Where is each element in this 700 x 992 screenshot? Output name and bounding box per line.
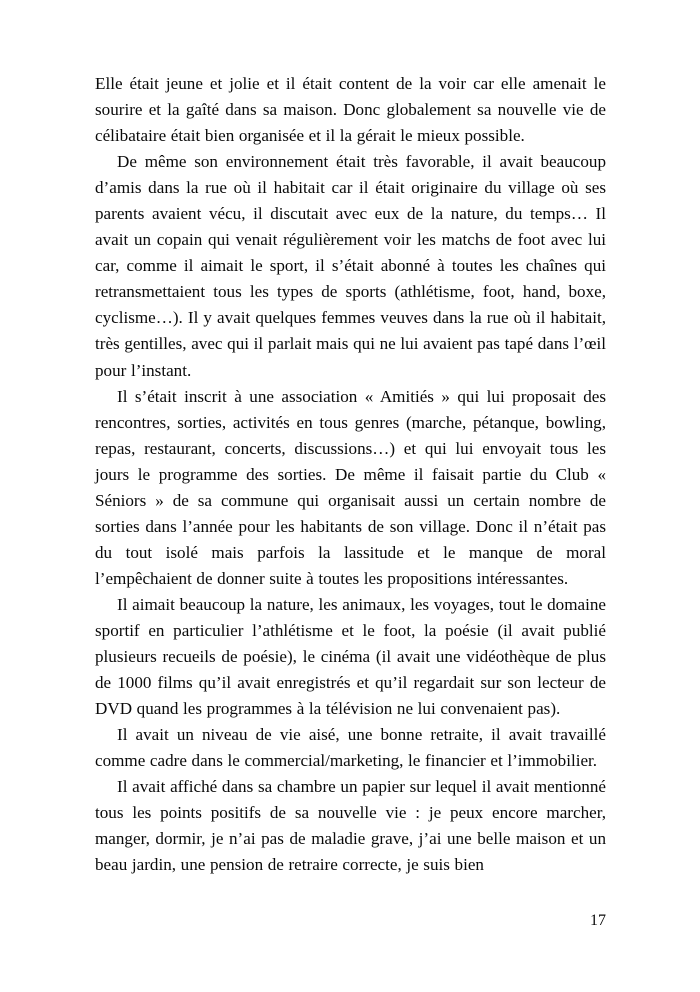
paragraph-1: Elle était jeune et jolie et il était content de la voir car elle amenait le sourire et la gaîté dans sa maison. Donc globalement sa nouvelle vie de célibataire était bien organisée et il la gérait le mieux possible. [95,74,606,146]
paragraph-5: Il avait un niveau de vie aisé, une bonne retraite, il avait travaillé comme cadre dans le commercial/marketing, le financier et l’immobilier. [95,725,606,771]
paragraph-6: Il avait affiché dans sa chambre un papier sur lequel il avait mentionné tous les points positifs de sa nouvelle vie : je peux encore marcher, manger, dormir, je n’ai pas de maladie grave, j’ai une belle maison et un beau jardin, une pension de retraire correcte, je suis bien [95,777,606,875]
paragraph-3: Il s’était inscrit à une association « Amitiés » qui lui proposait des rencontres, sorties, activités en tous genres (marche, pétanque, bowling, repas, restaurant, concerts, discussions…) et qui lui envoyait tous les jours le programme des sorties. De même il faisait partie du Club « Séniors » de sa commune qui organisait aussi un certain nombre de sorties dans l’année pour les habitants de son village. Donc il n’était pas du tout isolé mais parfois la lassitude et le manque de moral l’empêchaient de donner suite à toutes les propositions intéressantes. [95,386,606,588]
paragraph-2: De même son environnement était très favorable, il avait beaucoup d’amis dans la rue où il habitait car il était originaire du village où ses parents avaient vécu, il discutait avec eux de la nature, du temps… Il avait un copain qui venait régulièrement voir les matchs de foot avec lui car, comme il aimait le sport, il s’était abonné à toutes les chaînes qui retransmettaient tous les types de sports (athlétisme, foot, hand, boxe, cyclisme…). Il y avait quelques femmes veuves dans la rue où il habitait, très gentilles, avec qui il parlait mais qui ne lui avaient pas tapé dans l’œil pour l’instant. [95,152,606,380]
body-text-column [95,71,606,878]
paragraph-4: Il aimait beaucoup la nature, les animaux, les voyages, tout le domaine sportif en particulier l’athlétisme et le foot, la poésie (il avait publié plusieurs recueils de poésie), le cinéma (il avait une vidéothèque de plus de 1000 films qu’il avait enregistrés et qu’il regardait sur son lecteur de DVD quand les programmes à la télévision ne lui convenaient pas). [95,594,606,719]
page-number: 17 [590,912,606,929]
